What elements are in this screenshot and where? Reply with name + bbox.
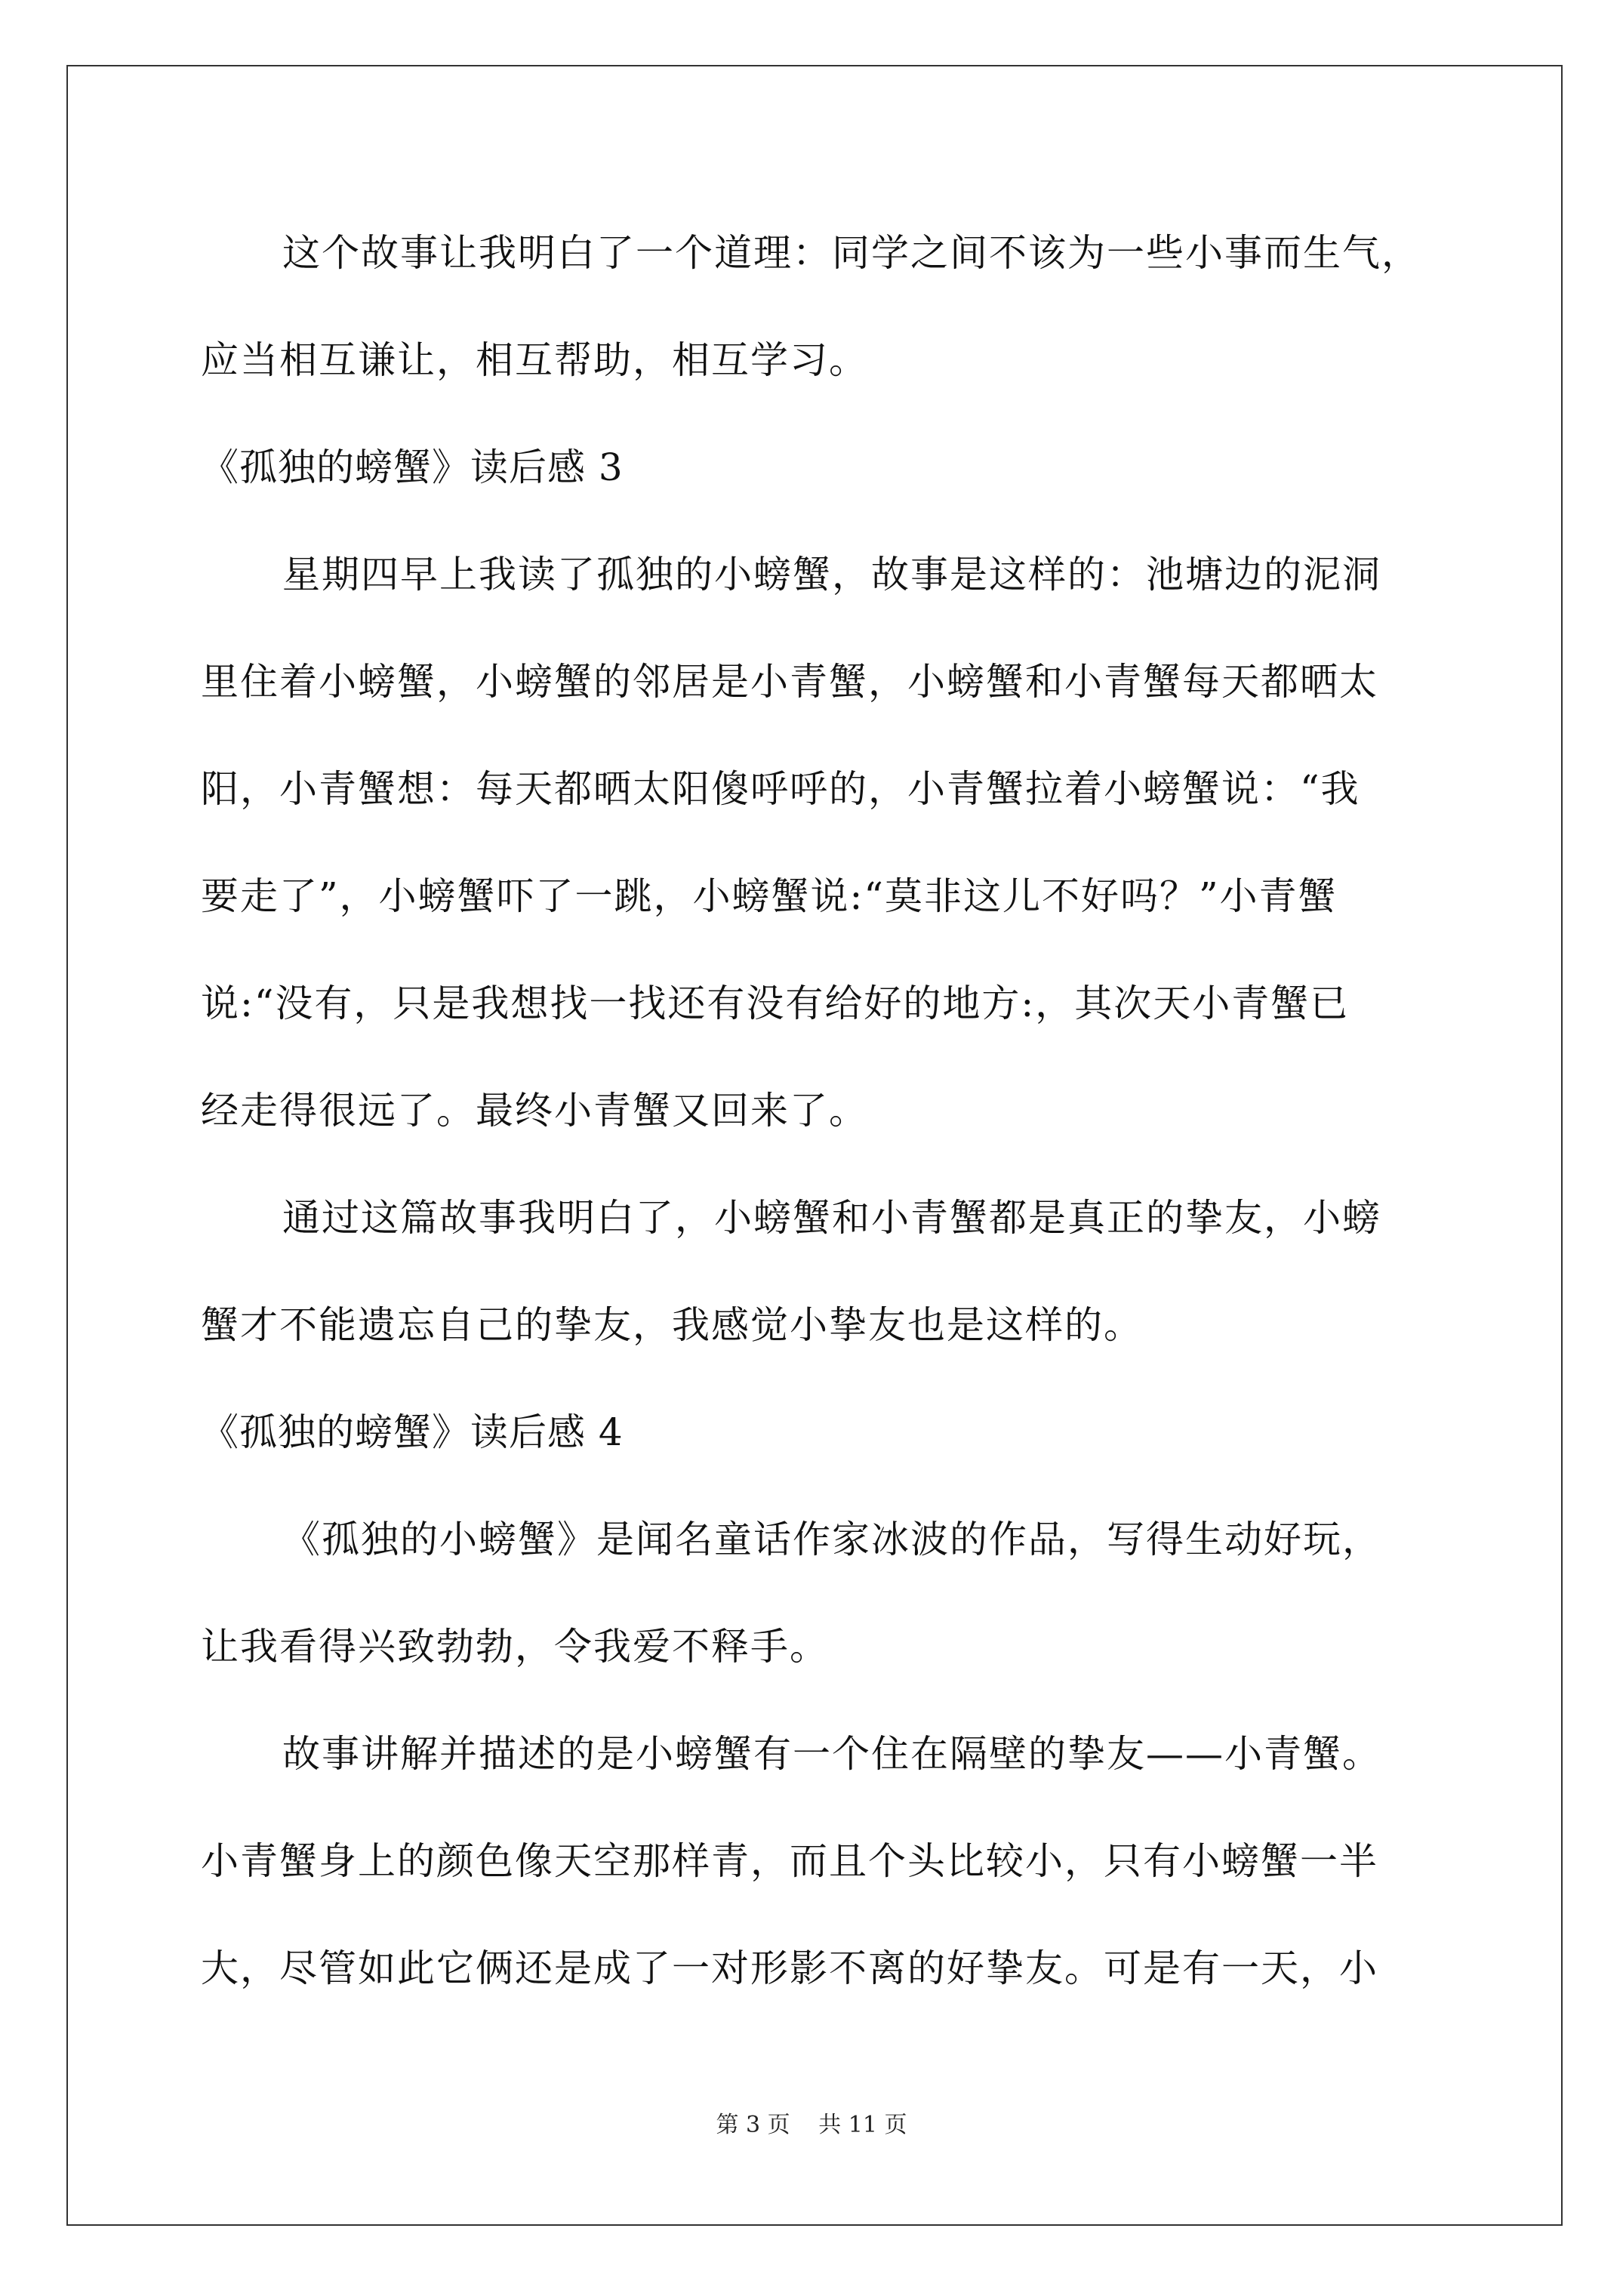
paragraph-line: 小青蟹身上的颜色像天空那样青，而且个头比较小，只有小螃蟹一半 (201, 1839, 1378, 1883)
paragraph-line: 里住着小螃蟹，小螃蟹的邻居是小青蟹，小螃蟹和小青蟹每天都晒太 (201, 660, 1378, 704)
section-heading: 《孤独的螃蟹》读后感 3 (201, 445, 624, 489)
page-number: 第 3 页 (716, 2112, 790, 2138)
page-border (66, 65, 1563, 2226)
paragraph-line: 应当相互谦让，相互帮助，相互学习。 (201, 338, 868, 382)
paragraph-line: 这个故事让我明白了一个道理：同学之间不该为一些小事而生气， (282, 231, 1421, 275)
paragraph-line: 要走了”，小螃蟹吓了一跳，小螃蟹说:“莫非这儿不好吗？”小青蟹 (201, 874, 1338, 918)
paragraph-line: 蟹才不能遗忘自己的挚友，我感觉小挚友也是这样的。 (201, 1303, 1143, 1347)
paragraph-line: 星期四早上我读了孤独的小螃蟹，故事是这样的：池塘边的泥洞 (282, 553, 1381, 596)
section-heading: 《孤独的螃蟹》读后感 4 (201, 1410, 624, 1454)
page-total: 共 11 页 (818, 2112, 907, 2138)
paragraph-line: 让我看得兴致勃勃，令我爱不释手。 (201, 1625, 829, 1669)
paragraph-line: 阳，小青蟹想：每天都晒太阳傻呼呼的，小青蟹拉着小螃蟹说：“我 (201, 767, 1360, 811)
paragraph-line: 大，尽管如此它俩还是成了一对形影不离的好挚友。可是有一天，小 (201, 1946, 1378, 1990)
paragraph-line: 《孤独的小螃蟹》是闻名童话作家冰波的作品，写得生动好玩， (282, 1518, 1381, 1561)
paragraph-line: 故事讲解并描述的是小螃蟹有一个住在隔壁的挚友——小青蟹。 (282, 1732, 1381, 1776)
page-footer (0, 2110, 1623, 2140)
paragraph-line: 说:“没有，只是我想找一找还有没有给好的地方:，其次天小青蟹已 (201, 982, 1350, 1025)
paragraph-line: 通过这篇故事我明白了，小螃蟹和小青蟹都是真正的挚友，小螃 (282, 1196, 1381, 1240)
paragraph-line: 经走得很远了。最终小青蟹又回来了。 (201, 1089, 868, 1133)
